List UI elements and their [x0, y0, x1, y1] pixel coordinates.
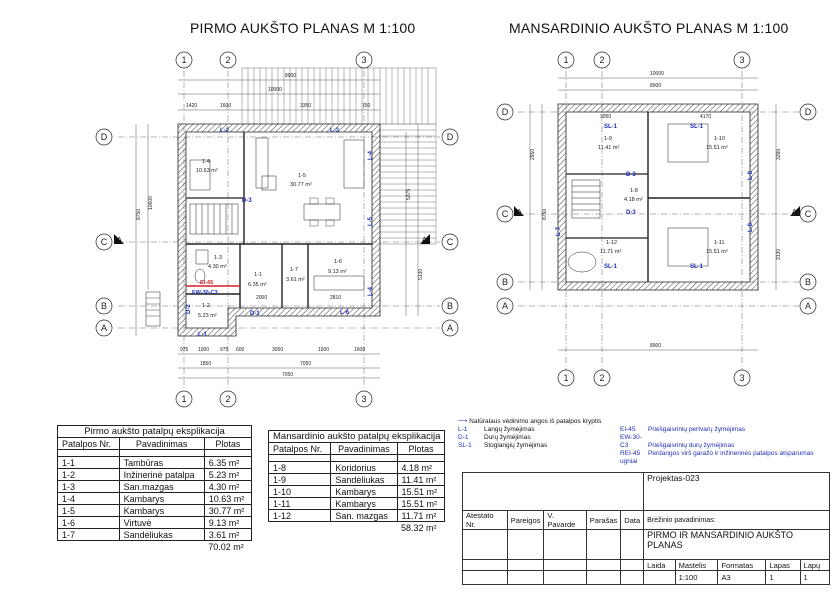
skylight-mark: SL-1 — [690, 124, 704, 130]
table-row: 1-2 Inžinerinė patalpa 5.23 m² — [58, 469, 252, 481]
axis-label: B — [100, 301, 108, 311]
table-caption: Pirmo aukšto patalpų eksplikacija — [58, 426, 252, 438]
col-header: Plotas — [397, 443, 445, 455]
col-header: Patalpos Nr. — [269, 443, 331, 455]
dim: 3130 — [776, 248, 782, 260]
title-block: Projektas-023 Atestato Nr. Pareigos V. Pavardė Parašas Data Brėžinio pavadinimas: PIRMO IR MANSARDINIO AUKŠTO PLANAS Laida Mastelis Formatas Lapas Lapų 1:100 A3 1 1 — [462, 472, 830, 585]
table-row: 1-8 Koridorius 4.18 m² — [269, 462, 445, 474]
table-row: 1-1 Tambūras 6.35 m² — [58, 457, 252, 469]
dim: 10600 — [148, 196, 154, 210]
attic-outer-walls — [558, 104, 758, 290]
room-id: 1-11 — [714, 240, 725, 246]
room-area: 5.23 m² — [198, 313, 217, 319]
axis-label: 1 — [563, 373, 569, 383]
window-mark: L-4 — [368, 287, 374, 296]
room-area: 30.77 m² — [290, 182, 312, 188]
dim: 8750 — [136, 208, 142, 220]
dim: 975 — [220, 347, 229, 353]
door-mark: D-3 — [626, 210, 636, 216]
axis-label: A — [501, 301, 509, 311]
dim: 1600 — [318, 347, 330, 353]
col-header: Pavadinimas — [119, 438, 204, 450]
dim: 8900 — [285, 73, 297, 79]
room-id: 1-3 — [214, 255, 222, 261]
axis-label: 3 — [739, 373, 745, 383]
table-row: 1-12 San. mazgas 11.71 m² — [269, 510, 445, 522]
legend-left: ⟶ Natūralaus vėdinimo angos iš patalpos kryptis L-1 Langų žymėjimas D-1 Durų žymėjimas SL-1 Stoglangių žymėjimas — [458, 418, 602, 449]
dim: 3350 — [300, 103, 312, 109]
table-row: 1-4 Kambarys 10.63 m² — [58, 493, 252, 505]
svg-text:A: A — [517, 209, 522, 216]
axis-label: 1 — [563, 55, 569, 65]
axis-label: 2 — [225, 55, 231, 65]
table-caption: Mansardinio aukšto patalpų eksplikacija — [269, 431, 445, 443]
dim: 8750 — [542, 208, 548, 220]
dim: 1600 — [220, 103, 232, 109]
room-id: 1-6 — [334, 259, 342, 265]
window-mark: L-5 — [368, 217, 374, 226]
axis-label: D — [446, 132, 454, 142]
door-mark: D-3 — [242, 198, 252, 204]
window-mark: L-1 — [198, 332, 207, 338]
axis-label: C — [100, 237, 108, 247]
room-id: 1-10 — [714, 136, 726, 142]
attic-dimensions — [530, 71, 782, 349]
room-area: 10.63 m² — [196, 168, 218, 174]
skylight-mark: SL-1 — [690, 264, 704, 270]
terrace — [242, 68, 436, 244]
room-area: 6.35 m² — [248, 282, 267, 288]
axis-label: 1 — [181, 394, 187, 404]
dim: 2950 — [530, 148, 536, 160]
dim: 8900 — [650, 343, 662, 349]
dim: 975 — [180, 347, 189, 353]
window-mark: L-8 — [748, 223, 754, 232]
room-id: 1-12 — [606, 240, 618, 246]
door-mark: D-3 — [626, 172, 636, 178]
dim: 3950 — [600, 114, 612, 120]
axis-label: 3 — [361, 55, 367, 65]
table-total: 58.32 m² — [401, 522, 437, 533]
door-mark: D-1 — [250, 311, 260, 317]
dim: 7050 — [282, 372, 294, 378]
skylight-mark: SL-1 — [604, 264, 618, 270]
attic-floor-plan — [518, 60, 800, 378]
axis-label: A — [446, 323, 454, 333]
first-floor-explication-table — [57, 425, 252, 552]
door-mark: D-2 — [186, 304, 192, 314]
table-row: 1-10 Kambarys 15.51 m² — [269, 486, 445, 498]
dim: 2810 — [330, 295, 342, 301]
room-area: 15.51 m² — [706, 249, 728, 255]
window-mark: L-3 — [330, 128, 339, 134]
axis-label: C — [501, 209, 509, 219]
axis-label: 1 — [181, 55, 187, 65]
fire-door-mark: EW-30-C3 — [192, 290, 218, 296]
first-floor-title: PIRMO AUKŠTO PLANAS M 1:100 — [190, 20, 416, 36]
room-area: 15.51 m² — [706, 145, 728, 151]
first-floor-axis-bubbles — [96, 52, 458, 407]
dim: 600 — [236, 347, 245, 353]
dim: 1850 — [200, 361, 212, 367]
axis-label: D — [100, 132, 108, 142]
dim: 3390 — [776, 148, 782, 160]
window-mark: L-4 — [368, 151, 374, 160]
dim: 8900 — [650, 83, 662, 89]
table-row: 1-11 Kambarys 15.51 m² — [269, 498, 445, 510]
window-mark: L-7 — [556, 227, 562, 236]
dim: 1600 — [354, 347, 366, 353]
table-row: 1-6 Virtuvė 9.13 m² — [58, 517, 252, 529]
axis-label: D — [501, 107, 509, 117]
table-total: 70.02 m² — [208, 541, 244, 552]
axis-label: A — [804, 301, 812, 311]
table-row: 1-7 Sandėliukas 3.61 m² — [58, 529, 252, 541]
dim: 1420 — [186, 103, 198, 109]
dim: 10000 — [268, 87, 282, 93]
room-id: 1-1 — [254, 272, 262, 278]
window-mark: L-8 — [748, 171, 754, 180]
project-name: Projektas-023 — [644, 473, 830, 511]
table-row: 1-5 Kambarys 30.77 m² — [58, 505, 252, 517]
room-area: 4.18 m² — [624, 197, 643, 203]
room-id: 1-8 — [630, 188, 638, 194]
vent-arrow-icon: ⟶ — [458, 418, 468, 425]
svg-text:A: A — [422, 237, 427, 244]
attic-explication-table — [268, 430, 445, 533]
room-area: 11.71 m² — [600, 249, 622, 255]
room-area: 3.61 m² — [286, 277, 305, 283]
axis-label: B — [446, 301, 454, 311]
attic-floor-title: MANSARDINIO AUKŠTO PLANAS M 1:100 — [509, 20, 789, 36]
room-area: 9.13 m² — [328, 269, 347, 275]
col-header: Patalpos Nr. — [58, 438, 120, 450]
room-id: 1-7 — [290, 267, 298, 273]
room-id: 1-9 — [604, 136, 612, 142]
window-mark: L-6 — [340, 310, 349, 316]
axis-label: C — [804, 209, 812, 219]
dim: 2000 — [256, 295, 268, 301]
dim: 5375 — [406, 188, 412, 200]
fire-marks — [192, 280, 218, 296]
skylight-mark: SL-1 — [604, 124, 618, 130]
axis-label: A — [100, 323, 108, 333]
axis-label: C — [446, 237, 454, 247]
dim: 5130 — [418, 268, 424, 280]
col-header: Pavadinimas — [331, 443, 397, 455]
dim: 750 — [362, 103, 371, 109]
room-id: 1-4 — [202, 159, 210, 165]
room-area: 4.30 m² — [208, 264, 227, 270]
room-area: 11.41 m² — [598, 145, 620, 151]
dim: 4170 — [700, 114, 712, 120]
axis-label: 2 — [225, 394, 231, 404]
axis-label: B — [804, 277, 812, 287]
axis-label: 3 — [739, 55, 745, 65]
drawing-name: PIRMO IR MANSARDINIO AUKŠTO PLANAS — [644, 530, 830, 560]
legend-right: EI-45 Priešgaisrinių pertvarų žymėjimas EW-30-C3 Priešgaisrinių durų žymėjimas REI-45 Perdangos virš garažo ir inžinerinės patalpos atsparumas ugniai — [620, 426, 814, 465]
axis-label: 2 — [599, 55, 605, 65]
window-mark: L-2 — [220, 128, 229, 134]
dim: 3050 — [272, 347, 284, 353]
svg-text:A: A — [792, 209, 797, 216]
attic-rooms — [598, 136, 728, 255]
first-floor-plan — [118, 60, 440, 390]
fire-wall-mark: EI-45 — [200, 280, 214, 286]
svg-text:A: A — [117, 237, 122, 244]
axis-label: D — [804, 107, 812, 117]
axis-label: 3 — [361, 394, 367, 404]
first-floor-rooms — [196, 159, 347, 319]
axis-label: 2 — [599, 373, 605, 383]
dim: 10000 — [650, 71, 664, 77]
dim: 1000 — [198, 347, 210, 353]
col-header: Plotas — [204, 438, 251, 450]
table-row: 1-3 San.mazgas 4.30 m² — [58, 481, 252, 493]
axis-label: B — [501, 277, 509, 287]
room-id: 1-2 — [202, 303, 210, 309]
dim: 7050 — [300, 361, 312, 367]
room-id: 1-5 — [298, 173, 306, 179]
table-row: 1-9 Sandėliukas 11.41 m² — [269, 474, 445, 486]
